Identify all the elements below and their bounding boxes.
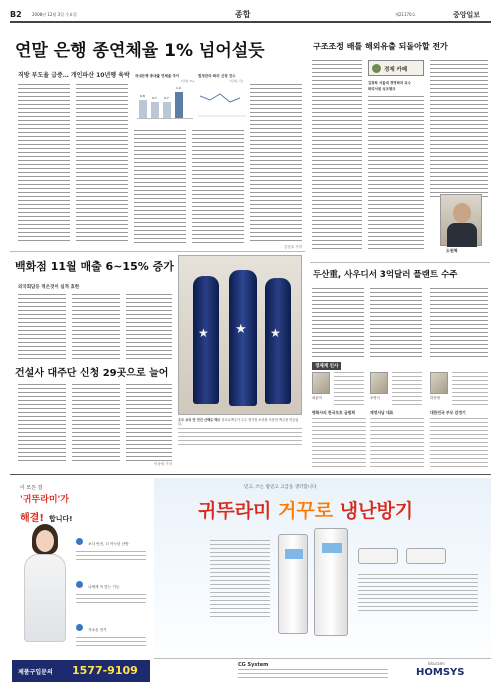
ad-item-text: 나에게 꼭 맞는 기능 <box>88 585 120 589</box>
chart1-bar <box>175 92 183 118</box>
author-sub: 화리서원 싱크탱크 <box>368 87 396 91</box>
constr-byline: 이상렬 기자 <box>153 462 172 466</box>
right-body-col1 <box>312 60 362 250</box>
constr-headline: 건설사 대주단 신청 29곳으로 늘어 <box>15 368 169 379</box>
headline-product: 냉난방기 <box>333 500 414 522</box>
dept-headline: 백화점 11월 매출 6~15% 증가 <box>15 260 174 273</box>
person-photo <box>312 372 330 394</box>
bottle-2 <box>229 270 257 406</box>
ad-item-text: 보다 안전, 더 아늑한 난방 <box>88 542 129 546</box>
people-box-title: 경제계 인사 <box>312 362 341 370</box>
person-text <box>452 372 488 406</box>
ad-item <box>76 530 148 563</box>
column-badge <box>368 60 424 76</box>
lead-headline: 연말 은행 종연체율 1% 넘어설듯 <box>15 41 265 61</box>
ad-left-brand: '귀뚜라미'가 <box>20 495 69 505</box>
footer-sub: kiturami <box>428 661 445 666</box>
doosan-headline: 두산重, 사우디서 3억달러 플랜트 수주 <box>313 270 458 280</box>
ad-item-lines <box>76 637 146 649</box>
column-label: 경제 카페 <box>384 67 408 73</box>
constr-body-col3 <box>126 384 172 462</box>
ad-right-copy <box>358 574 478 614</box>
lead-body-col3 <box>134 130 186 244</box>
product-unit <box>314 528 348 636</box>
chart1-bar <box>163 102 171 118</box>
author-photo <box>440 194 482 246</box>
star-icon: ★ <box>198 326 209 340</box>
person-name: 조영식 <box>370 396 380 400</box>
lead-bottom-rule <box>10 251 305 252</box>
photo-caption-text: 삿포로맥주가 우주 정거장 보리를 사용한 맥주를 만들었다. <box>178 418 299 426</box>
ad-left <box>12 478 150 683</box>
ad-left-kicker-word: 해결! <box>20 513 44 524</box>
ad-right-copy <box>210 540 270 620</box>
unit-panel <box>322 543 342 553</box>
photo-caption <box>178 418 302 426</box>
ad-right-headline <box>198 496 413 523</box>
footer-lines <box>238 669 388 679</box>
paper-name: 중앙일보 <box>453 11 481 19</box>
chart1-label: 0.7 <box>152 96 157 100</box>
dept-body-col2 <box>72 294 120 360</box>
chart1-label: 0.7 <box>164 96 169 100</box>
right-divider <box>310 262 490 263</box>
model-face <box>36 530 54 552</box>
ad-left-lead: 이 모든 걸 <box>20 485 43 491</box>
dept-body-col3 <box>126 294 172 360</box>
ad-item-lines <box>76 594 146 606</box>
ad-right-tagline: 믿고, 쓰는 밤믿고 고급을 생각합니다 <box>244 485 317 490</box>
ad-item-badge <box>76 538 83 545</box>
product-unit <box>358 548 398 564</box>
chart1-unit: (단위: %) <box>181 79 194 83</box>
chart1-bar <box>151 102 159 118</box>
dept-body-col1 <box>18 294 66 360</box>
suit <box>447 223 477 247</box>
photo-caption-lines <box>178 428 302 448</box>
person-name: 최윤미 <box>312 396 322 400</box>
doosan-body-col1 <box>312 288 364 358</box>
unit-panel <box>285 549 303 559</box>
ad-item-badge <box>76 624 83 631</box>
headline-brand: 귀뚜라미 <box>198 500 279 522</box>
subbox-title: 대한민국 부모 감정기 <box>430 410 466 415</box>
chart1-bar <box>139 100 147 118</box>
author-photo-name: 도원혁 <box>446 248 458 253</box>
ad-left-kicker-tail: 합니다! <box>48 515 73 523</box>
column-author <box>368 80 428 91</box>
face <box>453 203 471 223</box>
ad-item-badge <box>76 581 83 588</box>
chart1-label: 1.0 <box>176 86 181 90</box>
beer-photo <box>178 255 302 415</box>
chart2-unit: (단위: 건) <box>230 79 243 83</box>
chart2-line <box>198 84 246 118</box>
header-rule <box>10 21 491 23</box>
model-figure <box>16 524 74 642</box>
constr-body-col2 <box>72 384 120 462</box>
ad-right <box>154 478 491 683</box>
subbox-title: 재영서남 대표 <box>370 410 394 415</box>
person-photo <box>430 372 448 394</box>
right-body-col2 <box>368 96 424 250</box>
chart2-title: 법정관리·화의 신청 건수 <box>198 74 236 78</box>
ad-footer <box>154 658 491 682</box>
dept-subhead: 외국회담등 적은것이 실적 효한 <box>18 285 80 290</box>
bottle-3 <box>265 278 291 404</box>
ad-item-text: 저소음 전기 <box>88 628 107 632</box>
subbox-title: 평화사의 한국모호 금펌희 <box>312 410 355 415</box>
headline-accent: 거꾸로 <box>278 500 334 522</box>
doosan-body-col3 <box>430 288 488 358</box>
footer-mid: CG System <box>238 662 269 668</box>
ad-item <box>76 616 148 649</box>
lead-byline: 김준술 기자 <box>283 245 302 249</box>
right-body-col3 <box>430 60 488 200</box>
product-unit <box>278 534 308 634</box>
ad-left-items <box>76 530 148 649</box>
bottle-1 <box>193 276 219 404</box>
subbox-text <box>370 418 424 468</box>
footer-brand: HOMSYS <box>416 667 465 678</box>
lead-body-col4 <box>192 130 244 244</box>
lead-subhead: 직방 부도율 급증… 개인파산 10년쨍 육박 <box>18 72 130 79</box>
ad-phone-bar <box>12 660 150 682</box>
section-title: 종합 <box>235 10 251 19</box>
lead-body-col5 <box>250 84 302 244</box>
right-headline: 구조조정 배틀 해외유출 되돌아할 전가 <box>313 42 448 51</box>
person-photo <box>370 372 388 394</box>
photo-caption-title: 우주 보리 만 언진 산맥로 맥주 <box>178 418 221 422</box>
page-header <box>10 8 491 22</box>
chart1-axis <box>137 118 193 119</box>
ad-item-lines <box>76 551 146 563</box>
star-icon: ★ <box>235 322 247 337</box>
ad-left-kicker <box>20 506 72 525</box>
person-name: 하종재 <box>430 396 440 400</box>
cafe-icon <box>372 64 381 73</box>
subbox-text <box>312 418 366 468</box>
chart-delinquency <box>135 74 197 124</box>
lead-body-col2 <box>76 84 128 244</box>
star-icon: ★ <box>270 326 281 340</box>
ad-item <box>76 573 148 606</box>
person-text <box>392 372 422 406</box>
phone-number: 1577-9109 <box>72 664 138 677</box>
lead-body-col1 <box>18 84 70 244</box>
doosan-body-col2 <box>370 288 422 358</box>
author-name: 김창학 서울대 경영학과 교수 <box>368 81 411 85</box>
person-text <box>334 372 364 406</box>
edition-number: 제21170호 <box>395 12 416 17</box>
chart-filings <box>196 74 248 124</box>
model-body <box>24 554 66 642</box>
subbox-text <box>430 418 488 468</box>
constr-body-col1 <box>18 384 66 462</box>
chart1-title: 국내은행 종대출 연체율 추이 <box>135 74 180 78</box>
chart1-label: 0.8 <box>140 94 145 98</box>
issue-date: 2008년 12월 3일 수요일 <box>32 12 77 17</box>
phone-label: 제품구입문의 <box>18 669 53 676</box>
product-unit <box>406 548 446 564</box>
page-number: B2 <box>10 10 22 19</box>
people-box <box>312 362 490 470</box>
